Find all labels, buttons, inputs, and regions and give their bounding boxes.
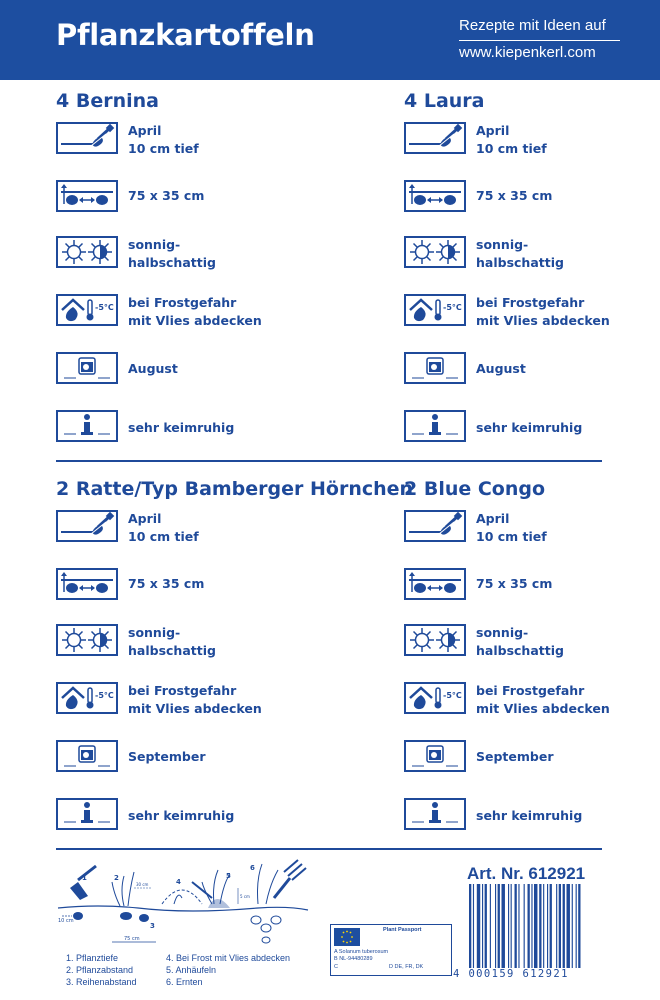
- sun-partial-shade-icon: [404, 236, 466, 268]
- barcode-bar: [550, 884, 552, 968]
- harvest-month: September: [128, 749, 206, 764]
- spacing-value: 75 x 35 cm: [128, 188, 205, 203]
- frost-temp-label: -5°C: [443, 303, 462, 312]
- step-number: 4: [176, 878, 181, 886]
- step-item: 5. Anhäufeln: [166, 965, 217, 975]
- spacing-value: 75 x 35 cm: [128, 576, 205, 591]
- variety-block-bernina: [56, 90, 376, 460]
- planting-trowel-icon: [404, 122, 466, 154]
- light-line-1: sonnig-: [128, 625, 181, 640]
- frost-line-2: mit Vlies abdecken: [128, 701, 262, 716]
- harvest-month: August: [476, 361, 526, 376]
- info-text: sehr keimruhig: [476, 420, 583, 435]
- info-text: sehr keimruhig: [476, 808, 583, 823]
- barcode-bar: [495, 884, 496, 968]
- harvest-calendar-icon: [56, 352, 118, 384]
- planting-month: April: [476, 123, 510, 138]
- barcode-bar: [543, 884, 544, 968]
- light-line-1: sonnig-: [128, 237, 181, 252]
- barcode-bar: [498, 884, 500, 968]
- frost-line-1: bei Frostgefahr: [128, 683, 237, 698]
- variety-name: 4 Laura: [404, 90, 485, 112]
- spacing-arrows-icon: [404, 568, 466, 600]
- frost-thermometer-icon: [404, 682, 466, 714]
- header-banner: [0, 0, 660, 80]
- harvest-row: [56, 352, 356, 392]
- steps-legend-right: [166, 952, 290, 988]
- frost-thermometer-icon: [56, 294, 118, 326]
- barcode-bar: [534, 884, 537, 968]
- info-text: sehr keimruhig: [128, 420, 235, 435]
- barcode-bar: [511, 884, 512, 968]
- variety-name: 2 Ratte/Typ Bamberger Hörnchen: [56, 478, 414, 500]
- barcode-bar: [490, 884, 491, 968]
- light-row: [56, 236, 356, 276]
- page-title: Pflanzkartoffeln: [56, 18, 315, 52]
- barcode-bar: [528, 884, 530, 968]
- passport-title: Plant Passport: [383, 927, 422, 933]
- frost-row: [404, 682, 660, 722]
- barcode-bar: [518, 884, 519, 968]
- planting-trowel-icon: [404, 510, 466, 542]
- light-line-2: halbschattig: [476, 255, 564, 270]
- passport-line-d: D DE, FR, DK: [389, 964, 424, 970]
- light-row: [404, 624, 660, 664]
- spacing-value: 75 x 35 cm: [476, 576, 553, 591]
- planting-month: April: [476, 511, 510, 526]
- spacing-arrows-icon: [56, 568, 118, 600]
- barcode: [467, 884, 622, 968]
- eu-flag-icon: [334, 928, 360, 946]
- light-row: [404, 236, 660, 276]
- info-icon: [404, 798, 466, 830]
- spacing-arrows-icon: [404, 180, 466, 212]
- harvest-calendar-icon: [56, 740, 118, 772]
- frost-thermometer-icon: [56, 682, 118, 714]
- spacing-row: [404, 568, 660, 608]
- barcode-bar: [473, 884, 474, 968]
- mound-label: 5 cm: [240, 894, 250, 899]
- section-divider: [56, 460, 602, 462]
- spacing-row: [404, 180, 660, 220]
- planting-row: [56, 122, 356, 162]
- passport-line-a: A Solanum tuberosum: [334, 949, 389, 955]
- harvest-row: [404, 740, 660, 780]
- harvest-month: August: [128, 361, 178, 376]
- info-row: [404, 410, 660, 450]
- website-link[interactable]: www.kiepenkerl.com: [459, 44, 596, 61]
- frost-thermometer-icon: [404, 294, 466, 326]
- barcode-bar: [547, 884, 548, 968]
- frost-line-1: bei Frostgefahr: [476, 683, 585, 698]
- frost-row: [56, 682, 356, 722]
- barcode-bar: [563, 884, 565, 968]
- frost-line-1: bei Frostgefahr: [128, 295, 237, 310]
- step-item: 6. Ernten: [166, 977, 203, 987]
- barcode-bar: [556, 884, 557, 968]
- frost-line-2: mit Vlies abdecken: [476, 313, 610, 328]
- info-icon: [56, 798, 118, 830]
- spacing-row: [56, 568, 356, 608]
- barcode-bar: [531, 884, 532, 968]
- barcode-bar: [539, 884, 541, 968]
- barcode-bar: [477, 884, 480, 968]
- barcode-bar: [515, 884, 517, 968]
- planting-trowel-icon: [56, 122, 118, 154]
- step-item: 3. Reihenabstand: [66, 977, 137, 987]
- frost-line-2: mit Vlies abdecken: [476, 701, 610, 716]
- step-number: 5: [226, 872, 231, 880]
- planting-month: April: [128, 511, 162, 526]
- info-icon: [56, 410, 118, 442]
- spacing-row: [56, 180, 356, 220]
- recipe-tagline: Rezepte mit Ideen auf: [459, 17, 606, 34]
- step-number: 2: [114, 874, 119, 882]
- variety-name: 4 Bernina: [56, 90, 159, 112]
- planting-depth: 10 cm tief: [128, 141, 199, 156]
- step-item: 4. Bei Frost mit Vlies abdecken: [166, 953, 291, 963]
- info-row: [56, 410, 356, 450]
- variety-block-blue-congo: [404, 478, 644, 848]
- harvest-calendar-icon: [404, 352, 466, 384]
- harvest-row: [56, 740, 356, 780]
- spacing-value: 75 x 35 cm: [476, 188, 553, 203]
- frost-temp-label: -5°C: [443, 691, 462, 700]
- footer-divider: [56, 848, 602, 850]
- barcode-bar: [482, 884, 483, 968]
- info-row: [404, 798, 660, 838]
- barcode-bar: [567, 884, 570, 968]
- barcode-bar: [524, 884, 525, 968]
- barcode-bar: [469, 884, 471, 968]
- harvest-month: September: [476, 749, 554, 764]
- planting-month: April: [128, 123, 162, 138]
- harvest-row: [404, 352, 660, 392]
- info-text: sehr keimruhig: [128, 808, 235, 823]
- spacing-arrows-icon: [56, 180, 118, 212]
- plant-passport: [330, 924, 452, 976]
- step-number: 6: [250, 864, 255, 872]
- light-line-2: halbschattig: [476, 643, 564, 658]
- variety-block-ratte: [56, 478, 414, 848]
- variety-name: 2 Blue Congo: [404, 478, 546, 500]
- article-number: Art. Nr. 612921: [467, 864, 586, 883]
- planting-depth: 10 cm tief: [476, 529, 547, 544]
- light-line-1: sonnig-: [476, 237, 529, 252]
- sun-partial-shade-icon: [56, 236, 118, 268]
- frost-row: [56, 294, 356, 334]
- planting-row: [404, 510, 660, 550]
- spacing-label: 75 cm: [124, 936, 140, 942]
- frost-row: [404, 294, 660, 334]
- frost-temp-label: -5°C: [95, 691, 114, 700]
- passport-line-b: B NL-94480289: [334, 956, 373, 962]
- steps-legend-left: [66, 952, 137, 988]
- planting-depth: 10 cm tief: [128, 529, 199, 544]
- barcode-bar: [576, 884, 577, 968]
- light-row: [56, 624, 356, 664]
- barcode-bar: [508, 884, 509, 968]
- planting-trowel-icon: [56, 510, 118, 542]
- frost-line-2: mit Vlies abdecken: [128, 313, 262, 328]
- step-number: 1: [82, 874, 87, 882]
- height-label: 30 cm: [136, 882, 149, 887]
- planting-depth: 10 cm tief: [476, 141, 547, 156]
- frost-line-1: bei Frostgefahr: [476, 295, 585, 310]
- depth-label: 10 cm: [58, 918, 74, 924]
- light-line-2: halbschattig: [128, 643, 216, 658]
- barcode-number: 4 000159 612921: [453, 968, 569, 980]
- planting-steps-illustration: [52, 858, 314, 950]
- planting-row: [56, 510, 356, 550]
- step-item: 2. Pflanzabstand: [66, 965, 134, 975]
- barcode-bar: [572, 884, 573, 968]
- header-rule: [459, 40, 620, 41]
- sun-partial-shade-icon: [404, 624, 466, 656]
- frost-temp-label: -5°C: [95, 303, 114, 312]
- info-icon: [404, 410, 466, 442]
- harvest-calendar-icon: [404, 740, 466, 772]
- planting-row: [404, 122, 660, 162]
- light-line-1: sonnig-: [476, 625, 529, 640]
- barcode-bar: [559, 884, 561, 968]
- barcode-bar: [502, 884, 505, 968]
- light-line-2: halbschattig: [128, 255, 216, 270]
- step-item: 1. Pflanztiefe: [66, 953, 119, 963]
- barcode-bar: [485, 884, 487, 968]
- step-number: 3: [150, 922, 155, 930]
- sun-partial-shade-icon: [56, 624, 118, 656]
- variety-block-laura: [404, 90, 660, 460]
- passport-line-c: C: [334, 964, 338, 970]
- barcode-bar: [578, 884, 580, 968]
- info-row: [56, 798, 356, 838]
